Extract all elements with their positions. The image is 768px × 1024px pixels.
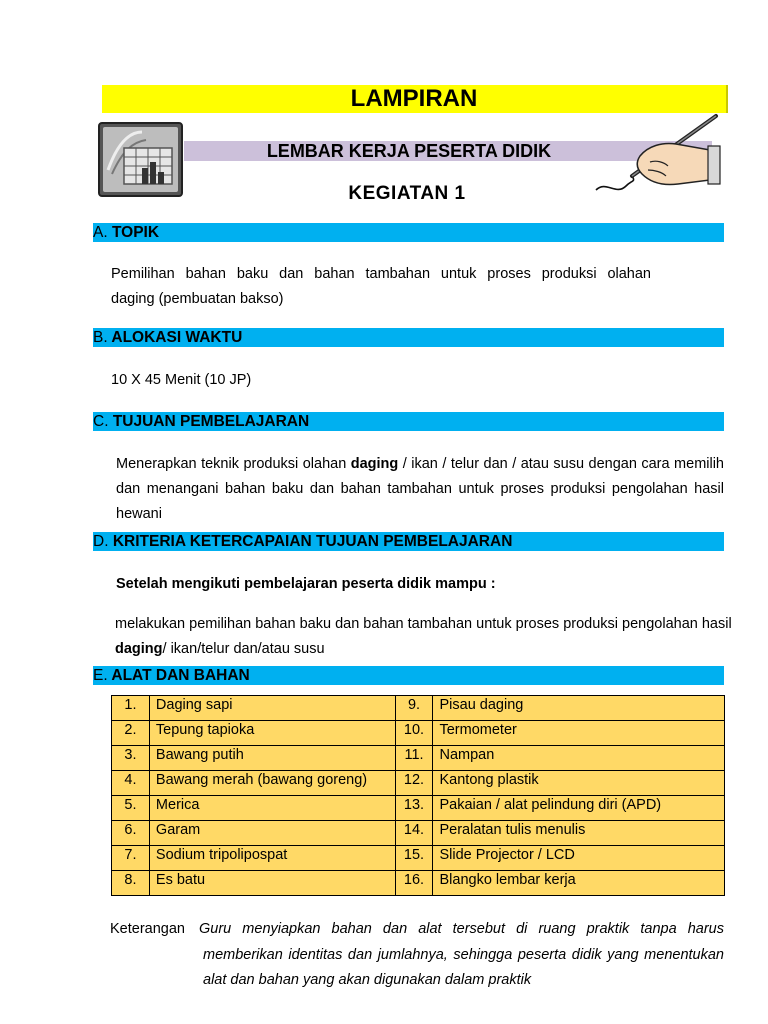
item-name: Merica bbox=[149, 796, 395, 821]
criteria-pre: melakukan pemilihan bahan baku dan bahan tambahan untuk proses produksi pengolahan hasil bbox=[115, 616, 732, 632]
learning-objective-text bbox=[116, 452, 724, 527]
item-name: Sodium tripolipospat bbox=[149, 846, 395, 871]
time-allocation-text: 10 X 45 Menit (10 JP) bbox=[111, 372, 252, 388]
activity-title: KEGIATAN 1 bbox=[348, 183, 466, 204]
section-letter: C. bbox=[93, 413, 109, 430]
item-name: Kantong plastik bbox=[433, 771, 725, 796]
item-number: 12. bbox=[395, 771, 433, 796]
worksheet-subtitle: LEMBAR KERJA PESERTA DIDIK bbox=[266, 141, 552, 161]
item-name: Termometer bbox=[433, 721, 725, 746]
objective-bold: daging bbox=[350, 456, 399, 472]
table-row bbox=[112, 771, 725, 796]
table-row bbox=[112, 721, 725, 746]
item-name: Blangko lembar kerja bbox=[433, 871, 725, 896]
item-name: Tepung tapioka bbox=[149, 721, 395, 746]
item-number: 2. bbox=[112, 721, 150, 746]
item-number: 10. bbox=[395, 721, 433, 746]
table-row bbox=[112, 821, 725, 846]
section-heading: TUJUAN PEMBELAJARAN bbox=[112, 413, 310, 430]
objective-pre: Menerapkan teknik produksi olahan bbox=[116, 456, 351, 472]
spreadsheet-chart-icon bbox=[98, 122, 184, 198]
table-row bbox=[112, 846, 725, 871]
table-row bbox=[112, 796, 725, 821]
item-number: 16. bbox=[395, 871, 433, 896]
item-number: 3. bbox=[112, 746, 150, 771]
item-name: Es batu bbox=[149, 871, 395, 896]
item-name: Pakaian / alat pelindung diri (APD) bbox=[433, 796, 725, 821]
section-e-header bbox=[93, 666, 724, 685]
item-name: Daging sapi bbox=[149, 696, 395, 721]
item-number: 15. bbox=[395, 846, 433, 871]
item-name: Peralatan tulis menulis bbox=[433, 821, 725, 846]
note-text: Guru menyiapkan bahan dan alat tersebut di ruang praktik tanpa harus memberikan identitas dan jumlahnya, sehingga peserta didik yang menentukan alat dan bahan yang akan digunakan dalam praktik bbox=[199, 921, 724, 988]
tools-materials-table bbox=[111, 695, 725, 896]
section-c-header bbox=[93, 412, 724, 431]
section-heading: ALAT DAN BAHAN bbox=[111, 667, 250, 684]
item-name: Garam bbox=[149, 821, 395, 846]
section-b-header bbox=[93, 328, 724, 347]
page-title: LAMPIRAN bbox=[102, 85, 728, 113]
criteria-lead: Setelah mengikuti pembelajaran peserta didik mampu : bbox=[116, 576, 496, 592]
item-number: 5. bbox=[112, 796, 150, 821]
item-number: 6. bbox=[112, 821, 150, 846]
section-a-header bbox=[93, 223, 724, 242]
section-heading: ALOKASI WAKTU bbox=[111, 329, 243, 346]
criteria-text bbox=[115, 612, 741, 662]
item-number: 11. bbox=[395, 746, 433, 771]
item-number: 14. bbox=[395, 821, 433, 846]
item-name: Slide Projector / LCD bbox=[433, 846, 725, 871]
note-text-wrapper bbox=[110, 917, 724, 994]
item-number: 9. bbox=[395, 696, 433, 721]
section-letter: D. bbox=[93, 533, 109, 550]
topic-text bbox=[111, 262, 651, 312]
item-number: 8. bbox=[112, 871, 150, 896]
item-name: Bawang merah (bawang goreng) bbox=[149, 771, 395, 796]
section-letter: A. bbox=[93, 224, 108, 241]
item-number: 1. bbox=[112, 696, 150, 721]
item-name: Nampan bbox=[433, 746, 725, 771]
section-letter: E. bbox=[93, 667, 108, 684]
table-row bbox=[112, 871, 725, 896]
criteria-bold: daging bbox=[115, 641, 163, 657]
table-row bbox=[112, 746, 725, 771]
item-number: 13. bbox=[395, 796, 433, 821]
item-name: Bawang putih bbox=[149, 746, 395, 771]
section-heading: TOPIK bbox=[111, 224, 160, 241]
topic-line-1: Pemilihan bahan baku dan bahan tambahan untuk proses produksi olahan bbox=[111, 266, 651, 282]
section-letter: B. bbox=[93, 329, 108, 346]
section-heading: KRITERIA KETERCAPAIAN TUJUAN PEMBELAJARAN bbox=[112, 533, 513, 550]
objective-post: / ikan / telur dan / atau susu dengan cara memilih dan menangani bahan baku dan bahan tambahan untuk proses produksi pengolahan hasil hewani bbox=[116, 456, 724, 522]
table-row bbox=[112, 696, 725, 721]
section-d-header bbox=[93, 532, 724, 551]
topic-line-2: daging (pembuatan bakso) bbox=[111, 291, 284, 307]
item-name: Pisau daging bbox=[433, 696, 725, 721]
item-number: 7. bbox=[112, 846, 150, 871]
item-number: 4. bbox=[112, 771, 150, 796]
criteria-post: / ikan/telur dan/atau susu bbox=[162, 641, 325, 657]
note-label: Keterangan bbox=[110, 921, 185, 937]
